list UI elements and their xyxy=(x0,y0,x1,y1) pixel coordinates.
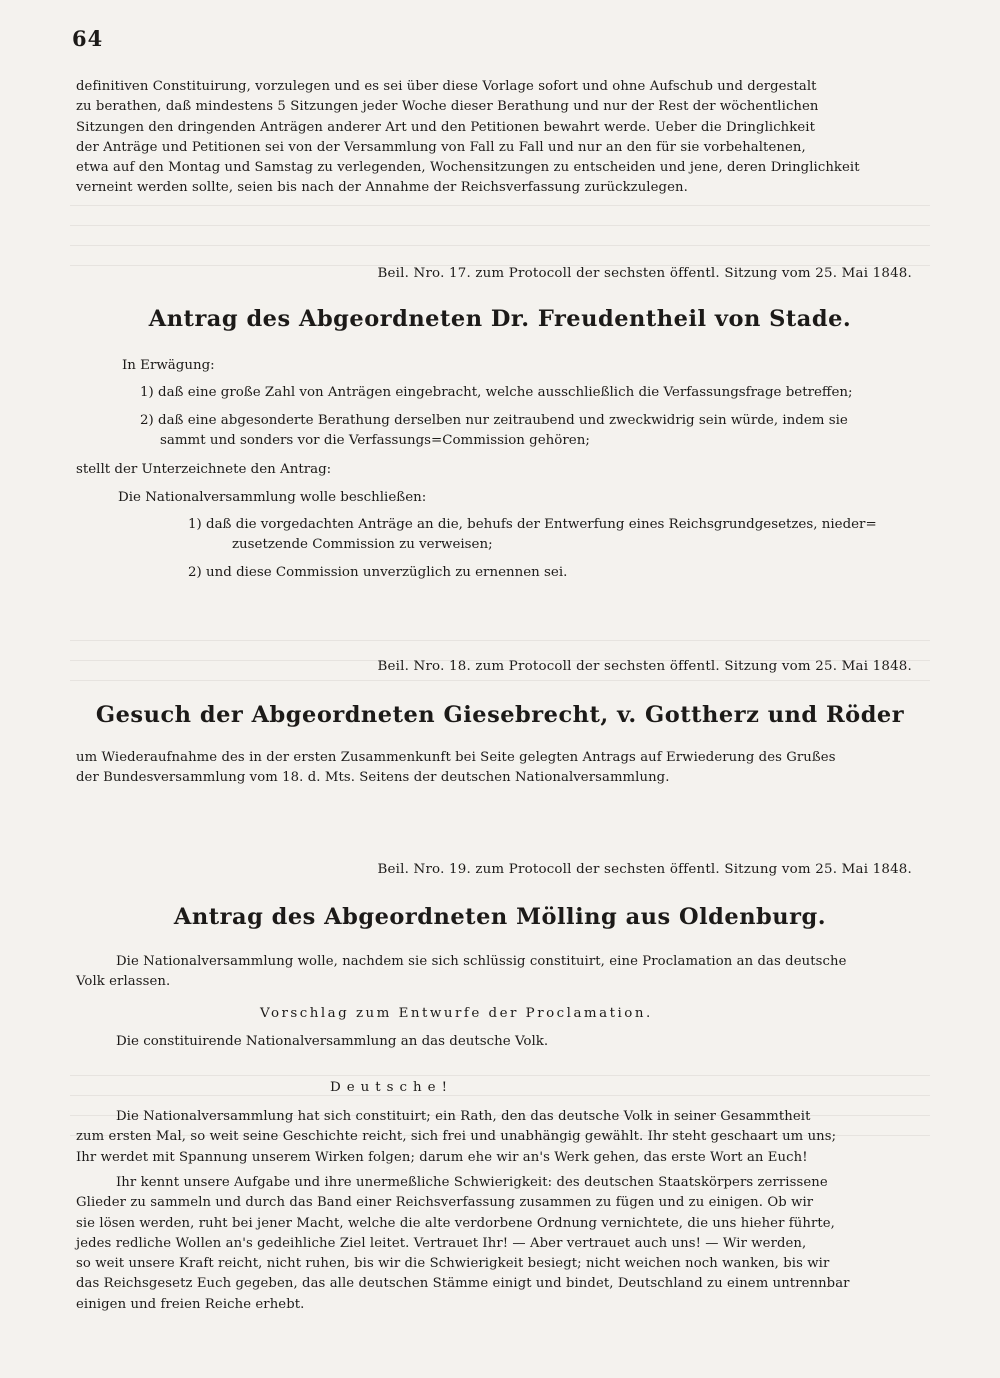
text-line: zu berathen, daß mindestens 5 Sitzungen jeder Woche dieser Berathung und nur der Rest der wöchentlichen xyxy=(76,99,819,115)
text-line: 2) daß eine abgesonderte Berathung derselben nur zeitraubend und zweckwidrig sein würde, indem sie xyxy=(140,413,848,428)
text-line: sie lösen werden, ruht bei jener Macht, welche die alte verdorbene Ordnung vernichtete, die uns hieher führte, xyxy=(76,1215,835,1231)
proclamation-title: Vorschlag zum Entwurfe der Proclamation. xyxy=(260,1006,653,1021)
text-line: etwa auf den Montag und Samstag zu verlegenden, Wochensitzungen zu entscheiden und jene, deren Dringlichkeit xyxy=(76,160,860,176)
text-line: zum ersten Mal, so weit seine Geschichte reicht, sich frei und unabhängig gewählt. Ihr steht geschaart um uns; xyxy=(76,1129,837,1145)
resolution-intro: Die Nationalversammlung wolle beschließen: xyxy=(118,490,427,505)
bleed-through-texture xyxy=(70,195,930,275)
annex-reference-19: Beil. Nro. 19. zum Protocoll der sechsten öffentl. Sitzung vom 25. Mai 1848. xyxy=(377,862,912,877)
section-heading-17: Antrag des Abgeordneten Dr. Freudentheil von Stade. xyxy=(148,306,852,332)
section-heading-18: Gesuch der Abgeordneten Giesebrecht, v. Gottherz und Röder xyxy=(95,702,905,728)
text-line: jedes redliche Wollen an's gedeihliche Ziel leitet. Vertrauet Ihr! — Aber vertrauet auch uns! — Wir werden, xyxy=(76,1235,807,1251)
section-heading-19: Antrag des Abgeordneten Mölling aus Oldenburg. xyxy=(173,904,827,930)
text-line: sammt und sonders vor die Verfassungs=Commission gehören; xyxy=(160,433,590,449)
text-line: das Reichsgesetz Euch gegeben, das alle deutschen Stämme einigt und bindet, Deutschland zu einem untrennbar xyxy=(76,1276,850,1292)
page-number: 64 xyxy=(72,26,104,51)
proclamation-salutation: Deutsche! xyxy=(330,1080,453,1095)
text-line: der Bundesversammlung vom 18. d. Mts. Seitens der deutschen Nationalversammlung. xyxy=(76,770,670,786)
intro-paragraph xyxy=(76,77,916,199)
proclamation-paragraph-1 xyxy=(76,1107,908,1168)
text-line: Glieder zu sammeln und durch das Band einer Reichsverfassung zusammen zu fügen und zu einigen. Ob wir xyxy=(76,1195,814,1211)
text-line: Die Nationalversammlung hat sich constituirt; ein Rath, den das deutsche Volk in seiner Gesammtheit xyxy=(116,1109,811,1124)
text-line: Ihr werdet mit Spannung unserem Wirken folgen; darum ehe wir an's Werk gehen, das erste Wort an Euch! xyxy=(76,1149,808,1165)
annex-reference-17: Beil. Nro. 17. zum Protocoll der sechsten öffentl. Sitzung vom 25. Mai 1848. xyxy=(377,266,912,281)
text-line: Volk erlassen. xyxy=(76,974,171,990)
text-line: verneint werden sollte, seien bis nach der Annahme der Reichsverfassung zurückzulegen. xyxy=(76,180,688,196)
text-line: Ihr kennt unsere Aufgabe und ihre unermeßliche Schwierigkeit: des deutschen Staatskörpers zerrissene xyxy=(116,1175,828,1190)
petition-body xyxy=(76,748,916,789)
erwaegung-label: In Erwägung: xyxy=(122,358,215,373)
proclamation-paragraph-2 xyxy=(76,1173,908,1315)
proclamation-addressee: Die constituirende Nationalversammlung an das deutsche Volk. xyxy=(116,1034,549,1049)
resolution-item-1 xyxy=(188,515,910,556)
motion-intro: stellt der Unterzeichnete den Antrag: xyxy=(76,462,332,477)
text-line: Die Nationalversammlung wolle, nachdem sie sich schlüssig constituirt, eine Proclamation an das deutsche xyxy=(116,954,847,969)
text-line: so weit unsere Kraft reicht, nicht ruhen, bis wir die Schwierigkeit besiegt; nicht weichen noch wanken, bis wir xyxy=(76,1256,830,1272)
consideration-item-2 xyxy=(140,411,912,452)
resolution-item-2: 2) und diese Commission unverzüglich zu ernennen sei. xyxy=(188,565,568,580)
text-line: um Wiederaufnahme des in der ersten Zusammenkunft bei Seite gelegten Antrags auf Erwiederung des Grußes xyxy=(76,750,836,765)
text-line: einigen und freien Reiche erhebt. xyxy=(76,1296,305,1312)
text-line: zusetzende Commission zu verweisen; xyxy=(232,537,493,553)
annex-reference-18: Beil. Nro. 18. zum Protocoll der sechsten öffentl. Sitzung vom 25. Mai 1848. xyxy=(377,659,912,674)
text-line: definitiven Constituirung, vorzulegen und es sei über diese Vorlage sofort und ohne Aufschub und dergestalt xyxy=(76,79,817,94)
consideration-item-1: 1) daß eine große Zahl von Anträgen eingebracht, welche ausschließlich die Verfassungsfrage betreffen; xyxy=(140,385,853,400)
text-line: der Anträge und Petitionen sei von der Versammlung von Fall zu Fall und nur an den für sie vorbehaltenen, xyxy=(76,139,806,155)
text-line: 1) daß die vorgedachten Anträge an die, behufs der Entwerfung eines Reichsgrundgesetzes, nieder= xyxy=(188,517,877,532)
text-line: Sitzungen den dringenden Anträgen anderer Art und den Petitionen bewahrt werde. Ueber die Dringlichkeit xyxy=(76,119,815,135)
motion-body xyxy=(76,952,916,993)
